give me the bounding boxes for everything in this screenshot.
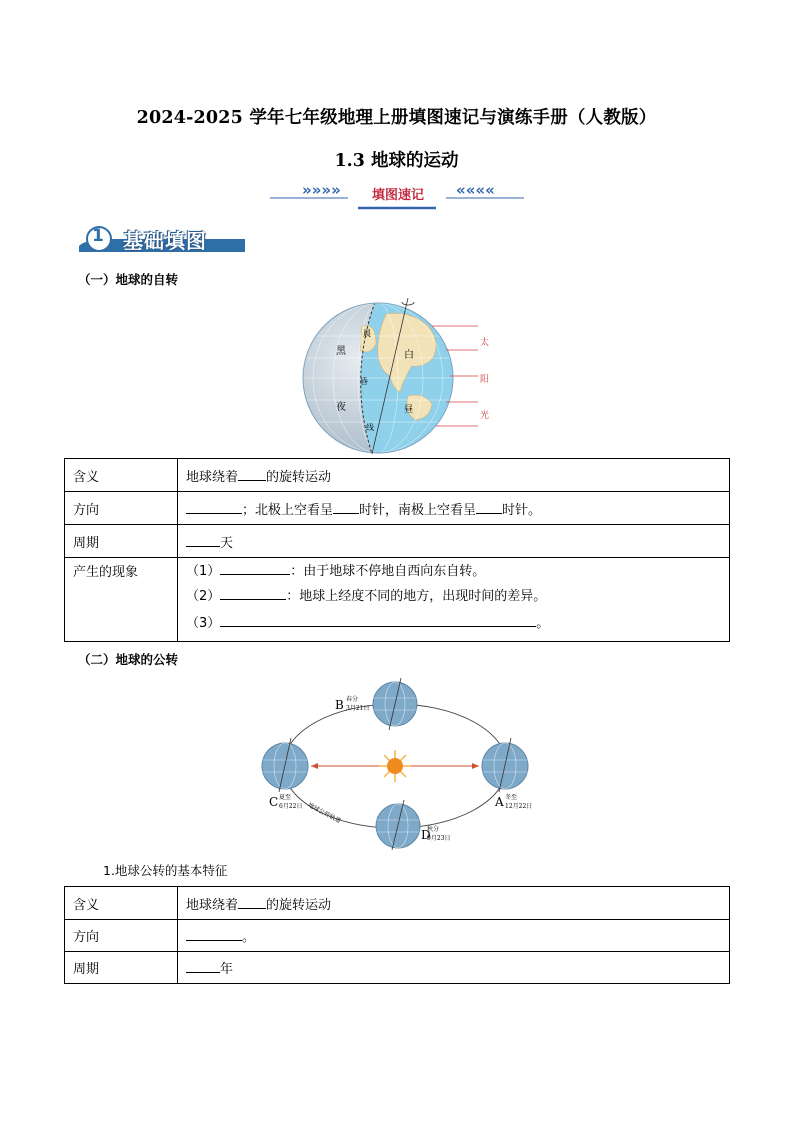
table-row — [65, 492, 730, 525]
earth-rotation-figure — [300, 296, 500, 456]
label-terminator-1: 晨 — [363, 329, 371, 338]
answer-blank[interactable] — [220, 562, 290, 575]
banner-right-arrows: «««« — [456, 181, 495, 199]
row-label: 周期 — [65, 525, 178, 558]
label-night-1: 黑 — [336, 346, 346, 357]
item-number: （1） — [186, 564, 221, 579]
row-label: 方向 — [65, 920, 178, 952]
position-A-date: 12月22日 — [505, 803, 533, 810]
row-label: 产生的现象 — [65, 558, 178, 642]
answer-blank[interactable] — [220, 614, 536, 627]
row-content — [178, 492, 730, 525]
item-number: （2） — [186, 589, 221, 604]
position-C-name: 夏至 — [279, 794, 292, 801]
row-content — [178, 887, 730, 920]
item-text: ：地球上经度不同的地方，出现时间的差异。 — [286, 589, 547, 604]
row-content — [178, 459, 730, 492]
position-D-date: 9月23日 — [427, 835, 451, 842]
revolution-heading: （二）地球的公转 — [78, 652, 179, 667]
earth-revolution-figure — [255, 674, 535, 850]
row-content — [178, 558, 730, 642]
label-sun-3: 光 — [480, 411, 490, 421]
phenomenon-1 — [186, 560, 721, 583]
item-text: ：由于地球不停地自西向东自转。 — [290, 564, 486, 579]
position-B-date: 3月21日 — [346, 705, 370, 712]
position-A-letter: A — [495, 795, 504, 809]
label-sun-2: 阳 — [480, 375, 490, 385]
section-banner — [270, 182, 524, 210]
revolution-subheading: 1.地球公转的基本特征 — [103, 863, 228, 878]
row-content — [178, 952, 730, 984]
globe-C — [262, 738, 308, 792]
label-night-2: 夜 — [336, 402, 346, 413]
rotation-heading: （一）地球的自转 — [78, 272, 179, 287]
orbit-diagram — [255, 674, 535, 850]
answer-blank[interactable] — [186, 534, 220, 547]
answer-blank[interactable] — [476, 501, 502, 514]
lesson-title: 1.3 地球的运动 — [334, 151, 459, 171]
label-day-1: 白 — [404, 350, 414, 361]
table-row — [65, 459, 730, 492]
answer-blank[interactable] — [186, 960, 220, 973]
answer-blank[interactable] — [220, 587, 286, 600]
table-row — [65, 525, 730, 558]
row-label: 周期 — [65, 952, 178, 984]
row-label: 含义 — [65, 887, 178, 920]
phenomenon-2 — [186, 583, 721, 610]
table-row — [65, 920, 730, 952]
answer-blank[interactable] — [186, 928, 242, 941]
rotation-table — [64, 458, 730, 642]
position-B-name: 春分 — [346, 696, 359, 703]
position-C-letter: C — [269, 795, 279, 809]
earth-globe-diagram — [300, 296, 500, 456]
row-text: 。 — [242, 930, 256, 945]
position-C-date: 6月22日 — [279, 803, 303, 810]
row-text: 时针，南极上空看呈 — [359, 502, 477, 518]
table-row — [65, 887, 730, 920]
table-row — [65, 952, 730, 984]
phenomenon-3 — [186, 610, 721, 637]
label-terminator-3: 线 — [366, 423, 374, 432]
revolution-table — [64, 886, 730, 984]
answer-blank[interactable] — [238, 896, 266, 909]
row-text: 年 — [220, 962, 234, 977]
sun-icon — [379, 750, 411, 782]
row-text: 的旋转运动 — [266, 469, 332, 485]
label-sun-1: 太 — [480, 338, 490, 348]
badge-label: 基础填图 — [123, 229, 207, 253]
row-content — [178, 525, 730, 558]
item-text: 。 — [536, 616, 550, 631]
row-text: 时针。 — [502, 502, 542, 518]
row-text: 地球绕着 — [186, 469, 239, 485]
row-text: 的旋转运动 — [266, 897, 332, 913]
badge-number: 1 — [92, 226, 104, 246]
row-text: 地球绕着 — [186, 897, 239, 913]
row-text: ；北极上空看呈 — [242, 502, 334, 518]
document-title: 2024-2025 学年七年级地理上册填图速记与演练手册（人教版） — [136, 108, 657, 128]
orbit-label: 地球公转轨道 — [306, 801, 342, 825]
row-content — [178, 920, 730, 952]
globe-B — [373, 678, 417, 730]
answer-blank[interactable] — [333, 501, 359, 514]
label-day-2: 昼 — [404, 405, 414, 415]
table-row — [65, 558, 730, 642]
position-D-name: 秋分 — [427, 826, 440, 833]
row-text: 天 — [220, 535, 234, 551]
row-label: 方向 — [65, 492, 178, 525]
globe-D — [376, 800, 420, 850]
position-D-letter: D — [421, 828, 431, 842]
item-number: （3） — [186, 616, 221, 631]
answer-blank[interactable] — [238, 468, 266, 481]
section-badge — [73, 224, 245, 254]
globe-A — [482, 738, 528, 792]
label-terminator-2: 昏 — [360, 377, 368, 386]
position-A-name: 冬至 — [505, 794, 518, 801]
answer-blank[interactable] — [186, 501, 242, 514]
row-label: 含义 — [65, 459, 178, 492]
banner-label: 填图速记 — [371, 188, 424, 203]
banner-left-arrows: »»»» — [302, 181, 341, 199]
position-B-letter: B — [335, 698, 344, 712]
